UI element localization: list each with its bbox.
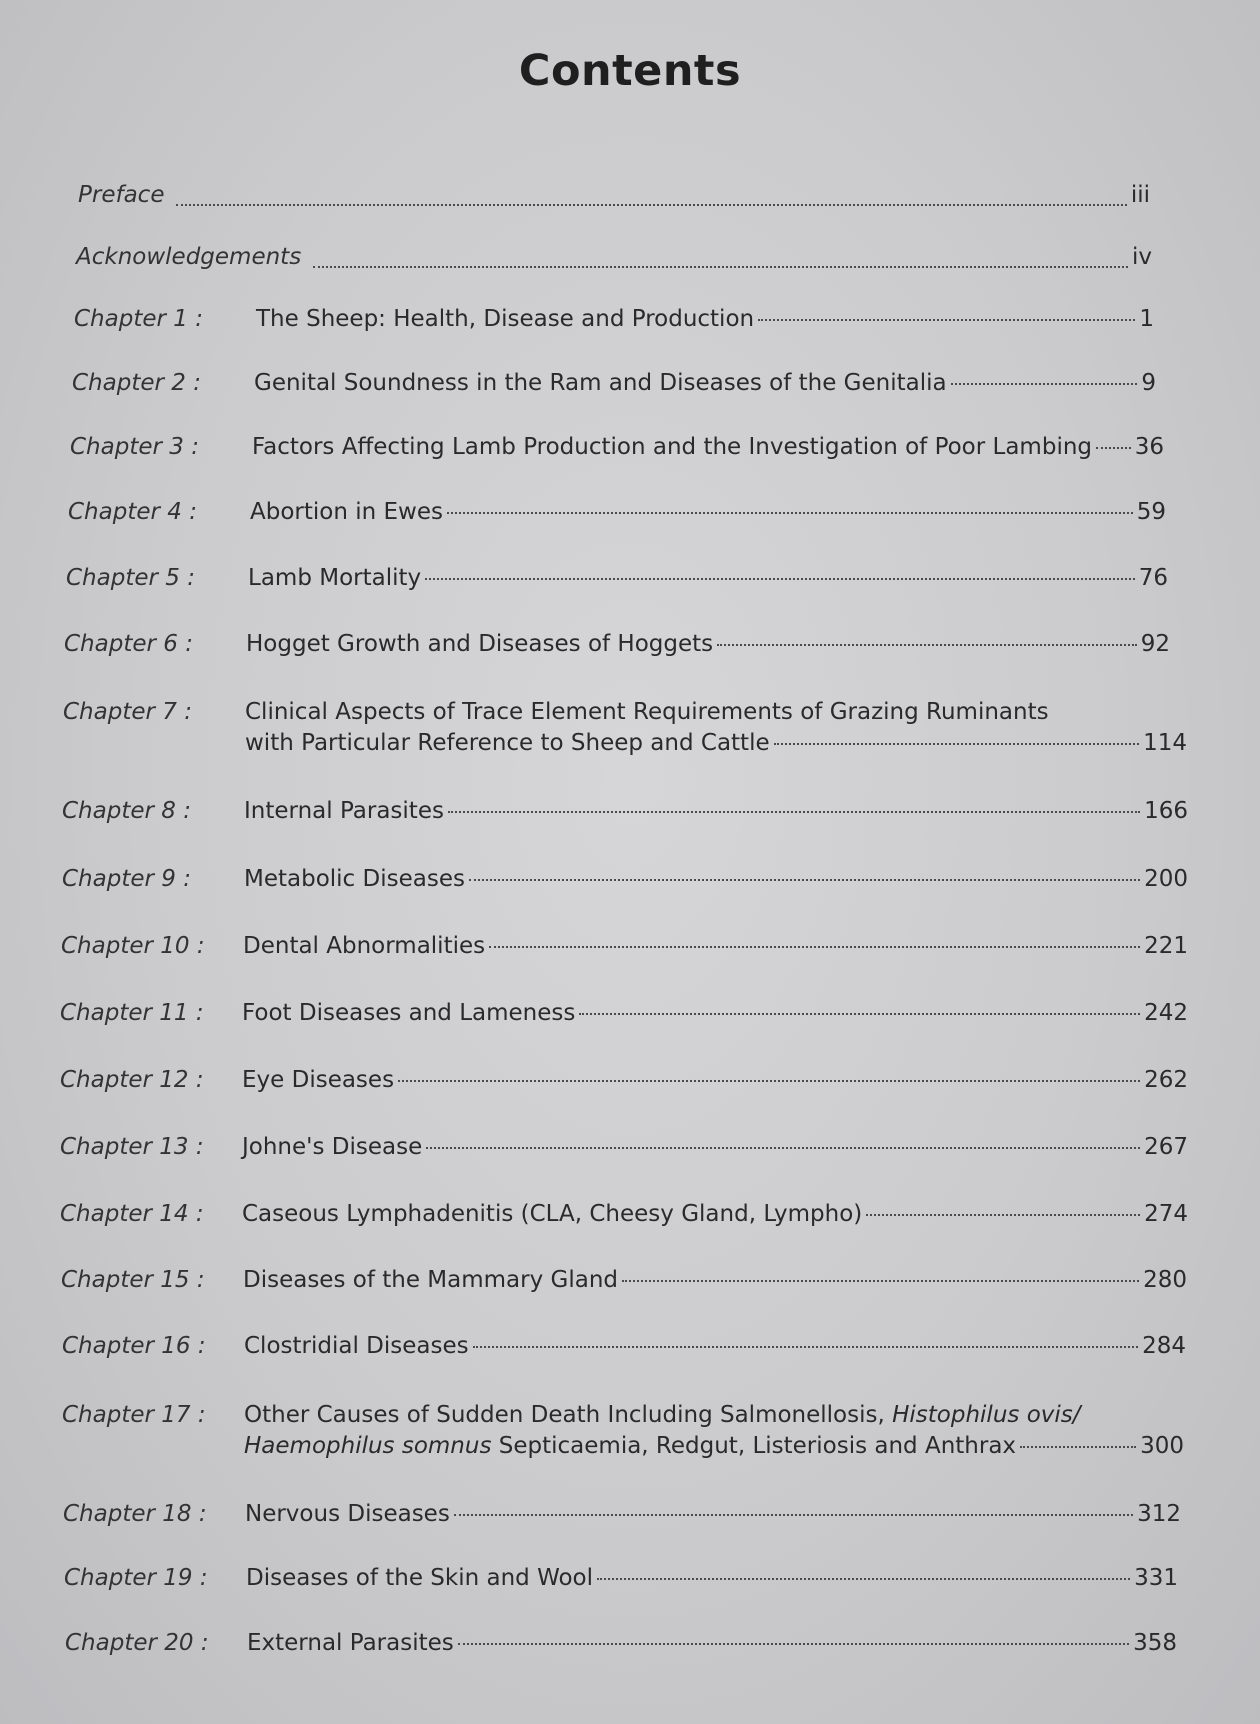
chapter-title: Foot Diseases and Lameness (242, 1000, 576, 1026)
chapter-label: Chapter 3 : (70, 434, 199, 460)
title-text-plain: Septicaemia, Redgut, Listeriosis and Anthrax (498, 1433, 1017, 1459)
page-number: 312 (1137, 1501, 1181, 1527)
chapter-label: Chapter 15 : (61, 1267, 205, 1293)
leader-dots (622, 1279, 1139, 1282)
page-number: 59 (1136, 499, 1166, 525)
chapter-title-line-1: Clinical Aspects of Trace Element Requirements of Grazing Ruminants (245, 699, 1049, 725)
leader-dots (579, 1012, 1140, 1015)
toc-entry-chapter-19[interactable] (64, 1563, 1178, 1594)
toc-entry-chapter-7[interactable] (63, 697, 1187, 759)
page-number: 300 (1140, 1433, 1184, 1459)
chapter-title: Diseases of the Skin and Wool (246, 1565, 593, 1591)
page-number: 200 (1144, 866, 1188, 892)
page-number: 9 (1141, 370, 1156, 396)
toc-entry-chapter-15[interactable] (61, 1265, 1187, 1296)
page-number: 36 (1134, 434, 1164, 460)
leader-dots (448, 810, 1140, 813)
leader-dots (774, 742, 1139, 745)
chapter-label: Chapter 19 : (64, 1565, 208, 1591)
chapter-title: Internal Parasites (244, 798, 444, 824)
chapter-title: Nervous Diseases (245, 1501, 450, 1527)
toc-entry-chapter-6[interactable] (64, 629, 1170, 660)
title-text-plain: Other Causes of Sudden Death Including Salmonellosis, (244, 1402, 885, 1428)
chapter-title: Factors Affecting Lamb Production and the Investigation of Poor Lambing (252, 434, 1093, 460)
chapter-title: External Parasites (247, 1630, 454, 1656)
chapter-label: Chapter 5 : (66, 565, 195, 591)
chapter-label: Chapter 9 : (62, 866, 191, 892)
toc-entry-chapter-9[interactable] (62, 864, 1188, 895)
page-number: 262 (1144, 1067, 1188, 1093)
entry-label: Preface (78, 182, 165, 208)
chapter-title: Abortion in Ewes (250, 499, 443, 525)
page-number: 267 (1144, 1134, 1188, 1160)
leader-dots (1020, 1445, 1136, 1448)
chapter-title: Genital Soundness in the Ram and Diseases of the Genitalia (254, 370, 947, 396)
toc-entry-chapter-2[interactable] (72, 368, 1156, 399)
leader-dots (425, 577, 1135, 580)
page-number: 358 (1133, 1630, 1177, 1656)
chapter-label: Chapter 10 : (61, 933, 205, 959)
toc-entry-chapter-1[interactable] (74, 304, 1154, 335)
chapter-title: Eye Diseases (242, 1067, 395, 1093)
toc-entry-chapter-20[interactable] (65, 1628, 1177, 1659)
page-number: 284 (1142, 1333, 1186, 1359)
page-number: iv (1131, 244, 1152, 270)
page-number: 331 (1134, 1565, 1178, 1591)
page-number: 221 (1144, 933, 1188, 959)
chapter-title: Johne's Disease (242, 1134, 423, 1160)
toc-entry-chapter-8[interactable] (62, 796, 1188, 827)
leader-dots (458, 1642, 1129, 1645)
toc-entry-chapter-14[interactable] (60, 1199, 1188, 1230)
toc-entry-preface[interactable] (78, 180, 1150, 211)
chapter-label: Chapter 6 : (64, 631, 193, 657)
toc-entry-chapter-3[interactable] (70, 432, 1164, 463)
page-number: 114 (1143, 730, 1187, 756)
chapter-label: Chapter 1 : (74, 306, 203, 332)
chapter-title: Metabolic Diseases (244, 866, 465, 892)
toc-entry-chapter-17[interactable] (62, 1400, 1184, 1462)
chapter-label: Chapter 8 : (62, 798, 191, 824)
page-number: 166 (1144, 798, 1188, 824)
leader-dots (717, 643, 1137, 646)
chapter-title-line-2: with Particular Reference to Sheep and Cattle (245, 730, 770, 756)
title-text-italic: Histophilus ovis/ (892, 1402, 1081, 1428)
leader-dots (597, 1577, 1130, 1580)
chapter-title: The Sheep: Health, Disease and Production (256, 306, 755, 332)
leader-dots (951, 382, 1138, 385)
chapter-label: Chapter 14 : (60, 1201, 204, 1227)
chapter-title-line-2 (244, 1431, 1016, 1462)
chapter-title: Hogget Growth and Diseases of Hoggets (246, 631, 714, 657)
chapter-label: Chapter 17 : (62, 1402, 206, 1428)
chapter-label: Chapter 12 : (60, 1067, 204, 1093)
toc-entry-chapter-5[interactable] (66, 563, 1168, 594)
leader-dots (398, 1079, 1140, 1082)
toc-entry-chapter-13[interactable] (60, 1132, 1188, 1163)
leader-dots (758, 318, 1135, 321)
toc-entry-acknowledgements[interactable] (76, 242, 1152, 273)
toc-entry-chapter-10[interactable] (61, 931, 1188, 962)
chapter-title: Lamb Mortality (248, 565, 422, 591)
chapter-title: Dental Abnormalities (243, 933, 486, 959)
chapter-label: Chapter 7 : (63, 699, 192, 725)
leader-dots (473, 1345, 1138, 1348)
leader-dots (469, 878, 1140, 881)
chapter-label: Chapter 2 : (72, 370, 201, 396)
leader-dots (176, 203, 1126, 206)
title-text-italic: Haemophilus somnus (244, 1433, 492, 1459)
chapter-label: Chapter 13 : (60, 1134, 204, 1160)
entry-label: Acknowledgements (76, 244, 302, 270)
chapter-label: Chapter 4 : (68, 499, 197, 525)
toc-entry-chapter-12[interactable] (60, 1065, 1188, 1096)
page-number: 1 (1139, 306, 1154, 332)
page-number: 280 (1143, 1267, 1187, 1293)
leader-dots (1096, 446, 1131, 449)
page-number: 242 (1144, 1000, 1188, 1026)
chapter-label: Chapter 16 : (62, 1333, 206, 1359)
toc-entry-chapter-4[interactable] (68, 497, 1166, 528)
page-number: 76 (1138, 565, 1168, 591)
toc-entry-chapter-16[interactable] (62, 1331, 1186, 1362)
chapter-label: Chapter 11 : (60, 1000, 204, 1026)
page-number: 274 (1144, 1201, 1188, 1227)
leader-dots (866, 1213, 1140, 1216)
leader-dots (489, 945, 1140, 948)
toc-entry-chapter-11[interactable] (60, 998, 1188, 1029)
chapter-label: Chapter 20 : (65, 1630, 209, 1656)
chapter-label: Chapter 18 : (63, 1501, 207, 1527)
page-title: Contents (518, 46, 742, 96)
page-number: 92 (1140, 631, 1170, 657)
toc-entry-chapter-18[interactable] (63, 1499, 1181, 1530)
chapter-title: Caseous Lymphadenitis (CLA, Cheesy Gland, Lympho) (242, 1201, 863, 1227)
chapter-title-line-1 (244, 1400, 1081, 1431)
chapter-title: Diseases of the Mammary Gland (243, 1267, 618, 1293)
leader-dots (447, 511, 1133, 514)
page-number: iii (1130, 182, 1150, 208)
chapter-title: Clostridial Diseases (244, 1333, 469, 1359)
leader-dots (426, 1146, 1140, 1149)
leader-dots (313, 265, 1128, 268)
leader-dots (454, 1513, 1133, 1516)
